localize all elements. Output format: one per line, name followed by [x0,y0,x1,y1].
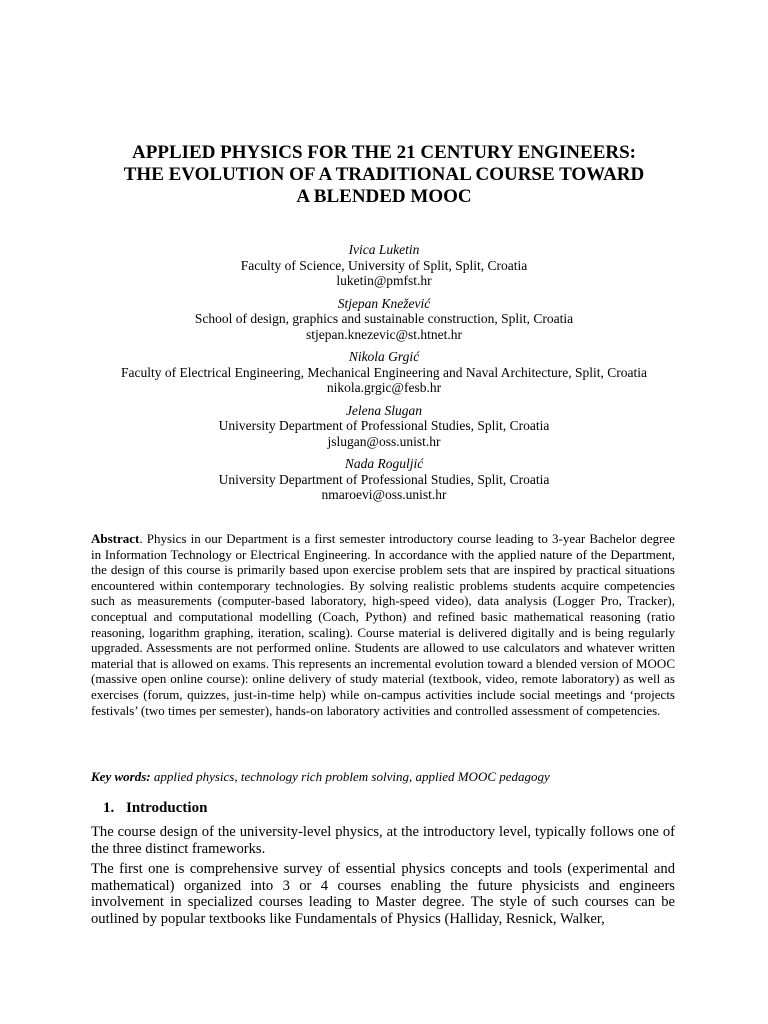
title-line-3: A BLENDED MOOC [296,186,472,207]
keywords-text: applied physics, technology rich problem solving, applied MOOC pedagogy [150,769,550,784]
author-block [40,456,728,503]
body-paragraph: The course design of the university-level physics, at the introductory level, typically follows one of the three distinct frameworks. [91,824,675,857]
author-name: Ivica Luketin [348,242,420,257]
author-block [40,296,728,343]
author-list [40,242,728,510]
author-affiliation: University Department of Professional Studies, Split, Croatia [218,418,550,433]
author-affiliation: Faculty of Science, University of Split, Split, Croatia [240,257,528,273]
section-heading [103,799,207,817]
author-affiliation: Faculty of Electrical Engineering, Mechanical Engineering and Naval Architecture, Split, Croatia [121,364,647,380]
author-name: Stjepan Knežević [337,295,431,311]
author-block [40,242,728,289]
author-email: jslugan@oss.unist.hr [327,433,441,449]
abstract-text: . Physics in our Department is a first semester introductory course leading to 3-year Bachelor degree in Information Technology or Electrical Engineering. In accordance with the applied nature of the Department, the design of this course is primarily based upon exercise problem sets that are inspired by practical situations encountered within contemporary technologies. By solving realistic problems students acquire competencies such as measurements (computer-based laboratory, high-speed video), data analysis (Logger Pro, Tracker), conceptual and computational modelling (Coach, Python) and refined basic mathematical reasoning (ratio reasoning, logarithm graphing, iteration, scaling). Course material is delivered digitally and is being regularly upgraded. Assessments are not performed online. Students are allowed to use calculators and whatever written material that is allowed on exams. This represents an incremental evolution toward a blended version of MOOC (massive open online course): online delivery of study material (textbook, video, remote laboratory) as well as exercises (forum, quizzes, just-in-time help) while on-campus activities include social meetings and ‘projects festivals’ (two times per semester), hands-on laboratory activities and controlled assessment of competencies. [91,531,675,718]
author-email: luketin@pmfst.hr [336,273,432,288]
paper-title [60,142,708,208]
section-number: 1. [103,800,115,816]
body-paragraph: The first one is comprehensive survey of essential physics concepts and tools (experimental and mathematical) organized into 3 or 4 courses enabling the future physicists and engineers involvement in specialized courses leading to Master degree. The style of such courses can be outlined by popular textbooks like Fundamentals of Physics (Halliday, Resnick, Walker, [91,861,675,927]
title-line-2: THE EVOLUTION OF A TRADITIONAL COURSE TOWARD [123,164,645,185]
author-block [40,349,728,396]
keywords-label: Key words: [91,769,151,784]
abstract [91,531,675,718]
author-affiliation: School of design, graphics and sustainable construction, Split, Croatia [194,311,574,326]
author-email: stjepan.knezevic@st.htnet.hr [305,326,462,342]
section-title: Introduction [126,800,208,816]
author-name: Nikola Grgić [348,349,420,364]
author-affiliation: University Department of Professional Studies, Split, Croatia [218,471,550,487]
author-name: Jelena Slugan [345,402,423,418]
author-email: nmaroevi@oss.unist.hr [321,487,447,502]
author-email: nikola.grgic@fesb.hr [326,380,442,395]
author-name: Nada Roguljić [344,456,424,471]
title-line-1: APPLIED PHYSICS FOR THE 21 CENTURY ENGINEERS: [132,142,636,163]
keywords [91,769,675,785]
author-block [40,403,728,450]
abstract-label: Abstract [91,531,140,546]
